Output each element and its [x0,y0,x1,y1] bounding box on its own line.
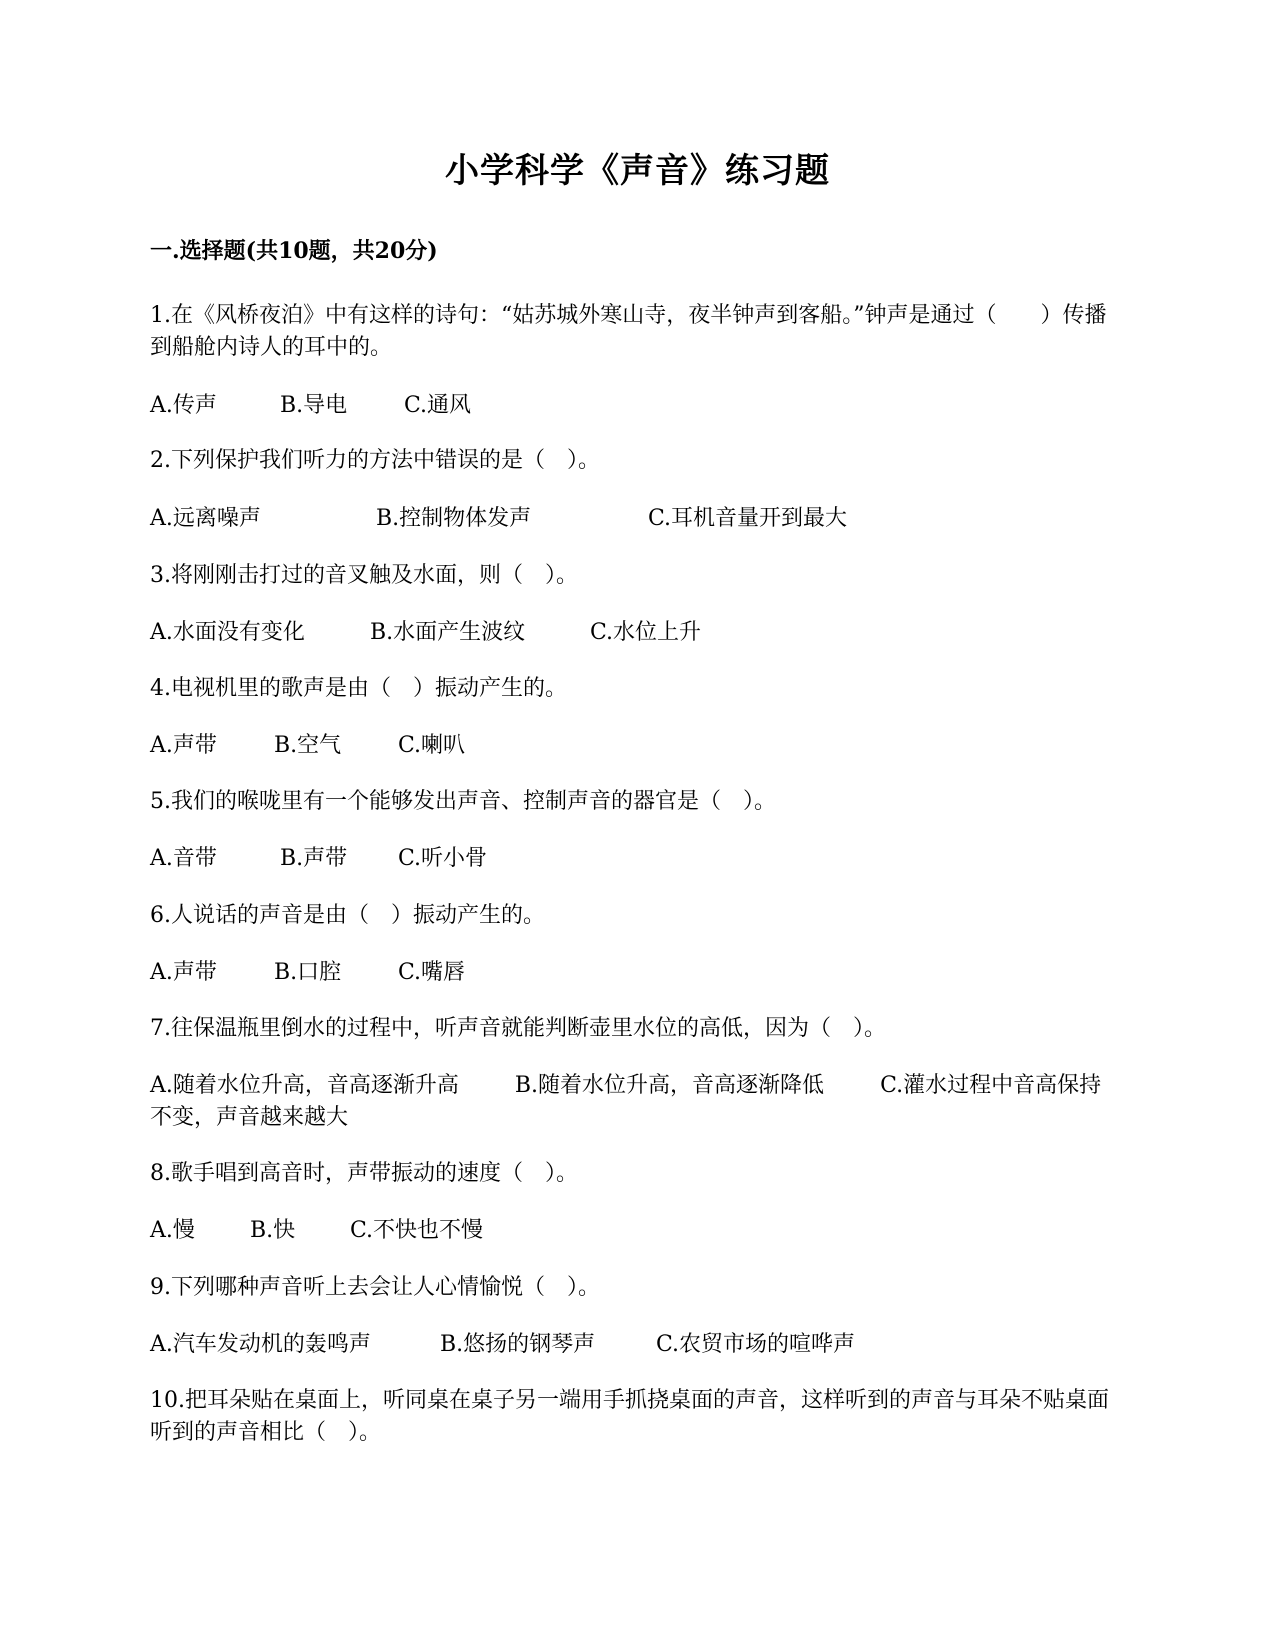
option-a: A.随着水位升高，音高逐渐升高 [150,1073,459,1098]
option-b: B.空气 [274,733,342,758]
option-c: C.耳机音量开到最大 [648,506,848,531]
question-1-options [150,390,1115,422]
option-c: C.灌水过程中音高保持不变，声音越来越大 [150,1073,1102,1130]
question-4-options [150,730,1115,762]
question-9: 9.下列哪种声音听上去会让人心情愉悦（ ）。 [150,1275,600,1300]
option-b: B.导电 [280,393,348,418]
option-c: C.水位上升 [590,620,702,645]
option-a: A.汽车发动机的轰鸣声 [150,1332,371,1357]
question-10: 10.把耳朵贴在桌面上，听同桌在桌子另一端用手抓挠桌面的声音，这样听到的声音与耳朵不贴桌面听到的声音相比（ ）。 [150,1388,1109,1445]
option-b: B.随着水位升高，音高逐渐降低 [514,1073,825,1098]
option-c: C.听小骨 [398,846,488,871]
option-a: A.水面没有变化 [150,620,305,645]
question-5: 5.我们的喉咙里有一个能够发出声音、控制声音的器官是（ ）。 [150,789,776,814]
option-c: C.喇叭 [398,733,466,758]
option-a: A.远离噪声 [150,506,261,531]
question-9-options [150,1329,1115,1361]
question-6: 6.人说话的声音是由（ ）振动产生的。 [150,903,545,928]
option-c: C.农贸市场的喧哗声 [656,1332,856,1357]
option-c: C.不快也不慢 [350,1218,484,1243]
page-title: 小学科学《声音》练习题 [445,151,830,191]
question-2-options [150,503,1115,535]
option-b: B.控制物体发声 [376,506,532,531]
option-c: C.通风 [404,393,472,418]
option-a: A.声带 [150,960,217,985]
option-a: A.传声 [150,393,217,418]
question-1: 1.在《风桥夜泊》中有这样的诗句：“姑苏城外寒山寺，夜半钟声到客船。”钟声是通过（ ）传播到船舱内诗人的耳中的。 [150,303,1107,360]
option-b: B.悠扬的钢琴声 [440,1332,596,1357]
option-b: B.声带 [280,846,348,871]
option-a: A.声带 [150,733,217,758]
question-6-options [150,957,1115,989]
question-4: 4.电视机里的歌声是由（ ）振动产生的。 [150,676,567,701]
section-heading: 一.选择题(共10题，共20分) [150,238,438,264]
option-b: B.口腔 [274,960,342,985]
option-c: C.嘴唇 [398,960,466,985]
question-7: 7.往保温瓶里倒水的过程中，听声音就能判断壶里水位的高低，因为（ ）。 [150,1016,886,1041]
option-b: B.水面产生波纹 [370,620,526,645]
question-3-options [150,617,1115,649]
question-5-options [150,843,1115,875]
question-2: 2.下列保护我们听力的方法中错误的是（ ）。 [150,448,600,473]
question-8: 8.歌手唱到高音时，声带振动的速度（ ）。 [150,1161,578,1186]
option-a: A.慢 [150,1218,195,1243]
question-3: 3.将刚刚击打过的音叉触及水面，则（ ）。 [150,563,578,588]
question-8-options [150,1215,1115,1247]
option-a: A.音带 [150,846,217,871]
option-b: B.快 [250,1218,296,1243]
question-7-options [150,1070,1115,1134]
